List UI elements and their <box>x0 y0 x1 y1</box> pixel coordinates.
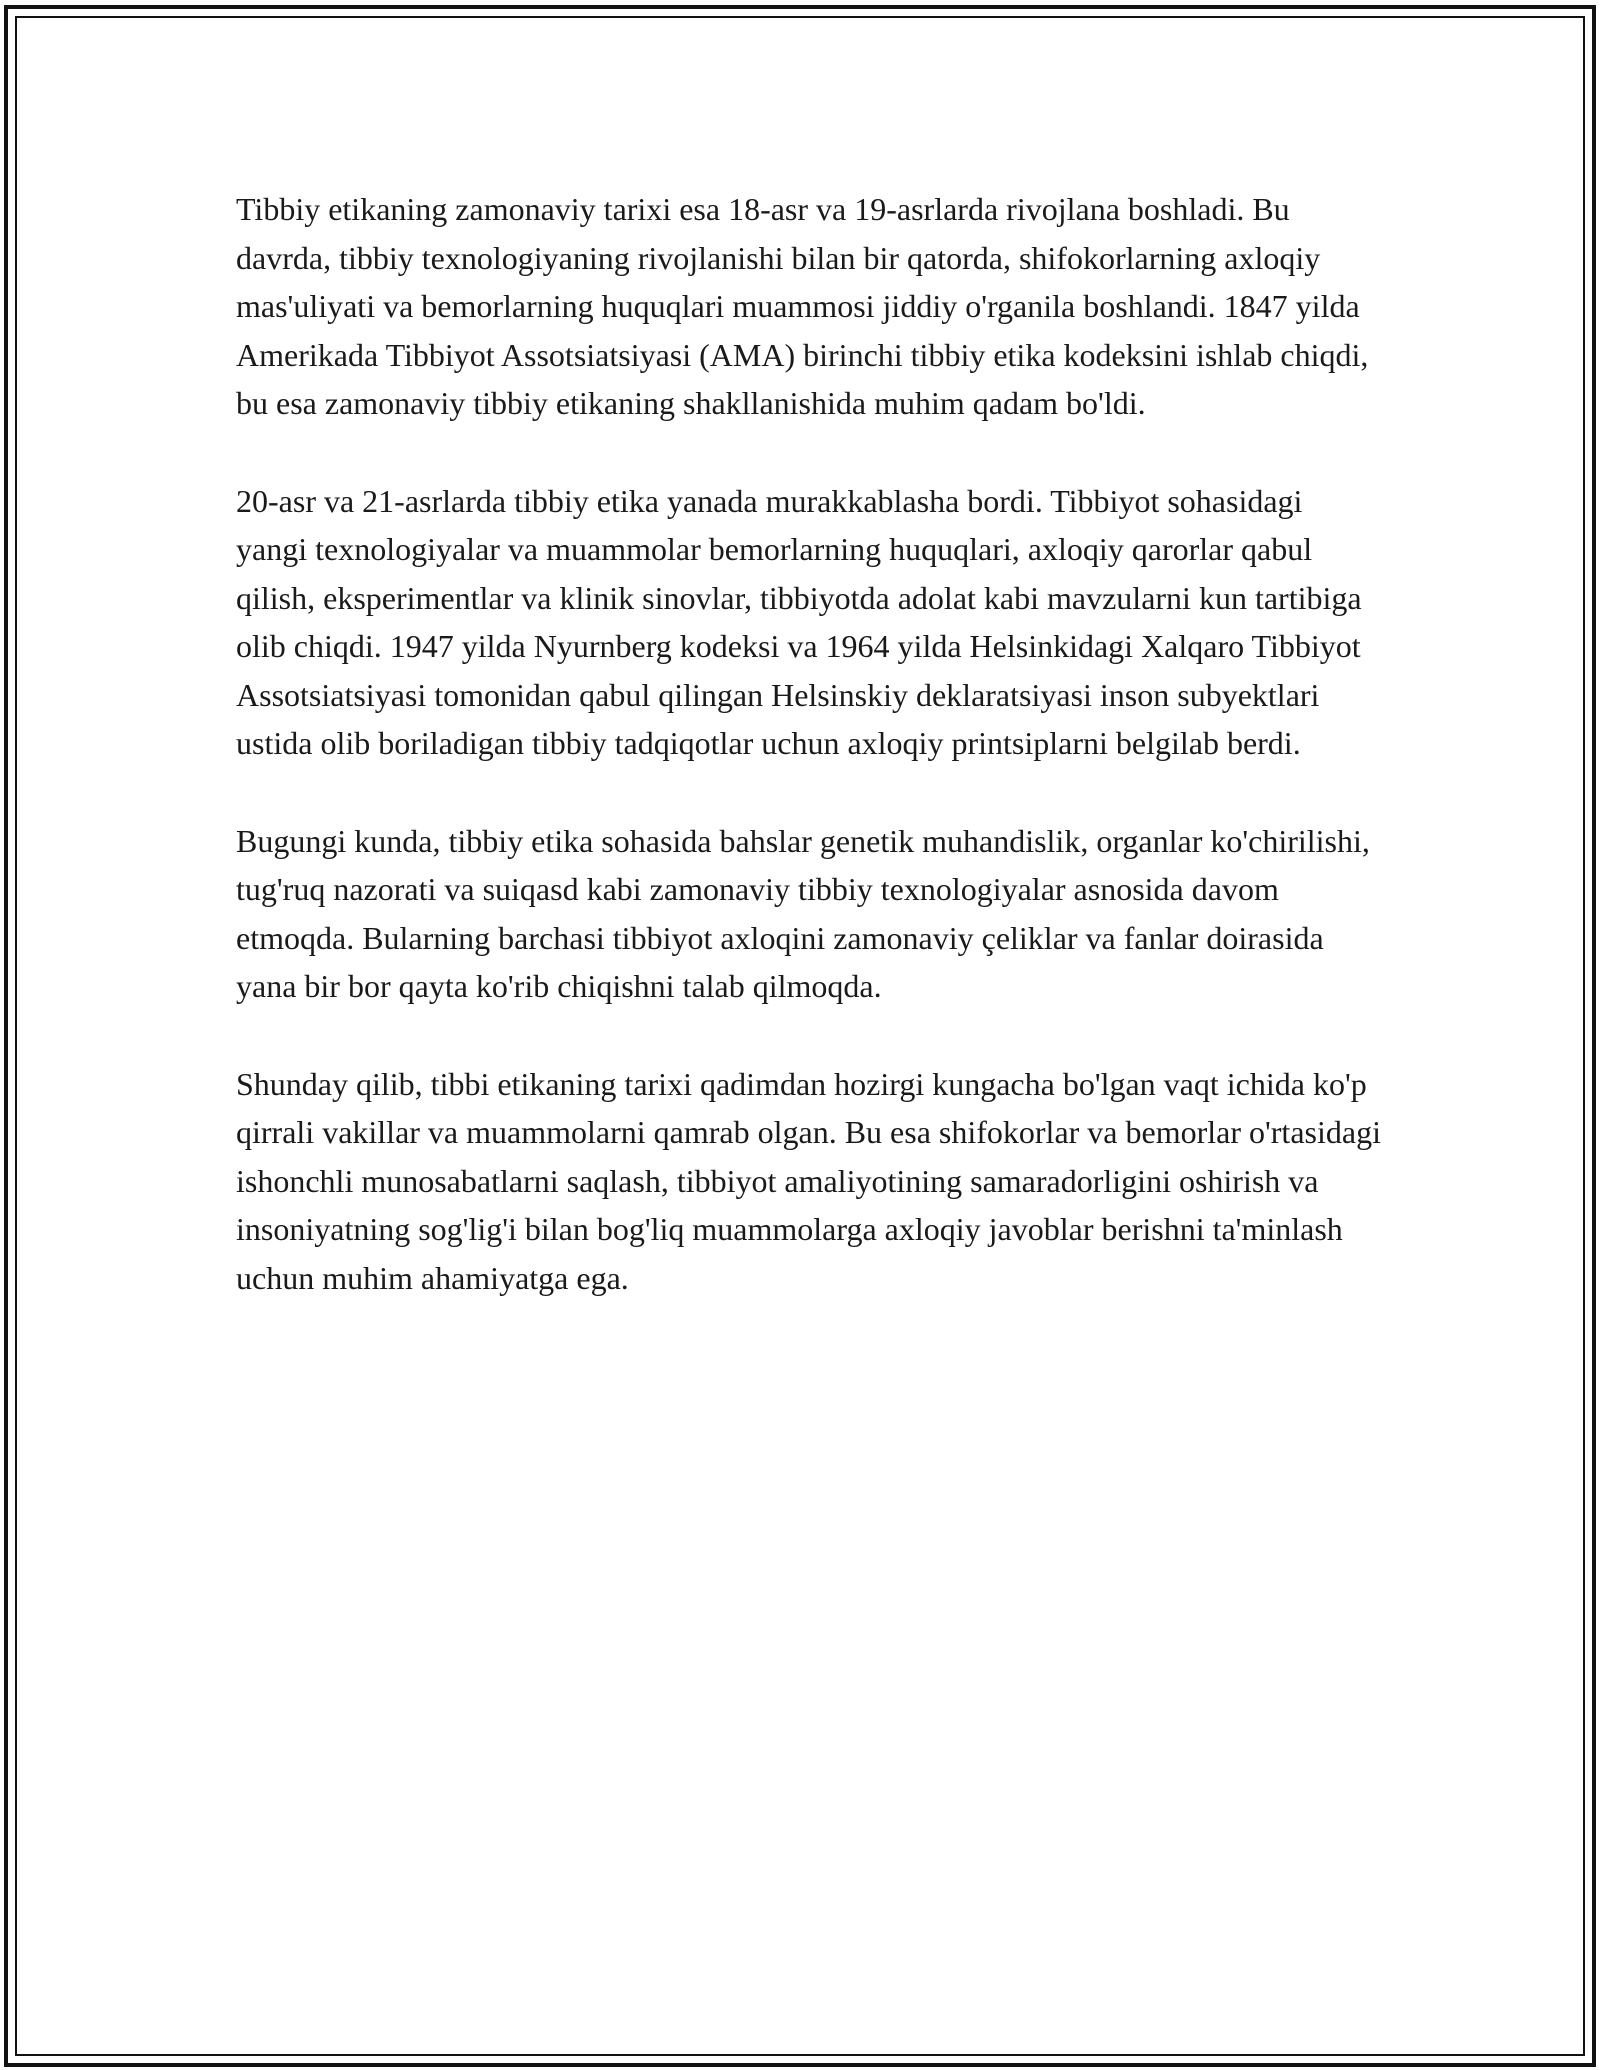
paragraph-2: 20-asr va 21-asrlarda tibbiy etika yanada murakkablasha bordi. Tibbiyot sohasidagi yangi texnologiyalar va muammolar bemorlarning huquqlari, axloqiy qarorlar qabul qilish, eksperimentlar va klinik sinovlar, tibbiyotda adolat kabi mavzularni kun tartibiga olib chiqdi. 1947 yilda Nyurnberg kodeksi va 1964 yilda Helsinkidagi Xalqaro Tibbiyot Assotsiatsiyasi tomonidan qabul qilingan Helsinskiy deklaratsiyasi inson subyektlari ustida olib boriladigan tibbiy tadqiqotlar uchun axloqiy printsiplarni belgilab berdi. <box>236 482 1362 761</box>
document-body <box>236 185 1381 1351</box>
paragraph-3: Bugungi kunda, tibbiy etika sohasida bahslar genetik muhandislik, organlar ko'chirilishi, tug'ruq nazorati va suiqasd kabi zamonaviy tibbiy texnologiyalar asnosida davom etmoqda. Bularning barchasi tibbiyot axloqini zamonaviy çeliklar va fanlar doirasida yana bir bor qayta ko'rib chiqishni talab qilmoqda. <box>236 822 1370 1004</box>
paragraph-4: Shunday qilib, tibbi etikaning tarixi qadimdan hozirgi kungacha bo'lgan vaqt ichida ko'p qirrali vakillar va muammolarni qamrab olgan. Bu esa shifokorlar va bemorlar o'rtasidagi ishonchli munosabatlarni saqlash, tibbiyot amaliyotining samaradorligini oshirish va insoniyatning sog'lig'i bilan bog'liq muammolarga axloqiy javoblar berishni ta'minlash uchun muhim ahamiyatga ega. <box>236 1065 1381 1296</box>
paragraph-1: Tibbiy etikaning zamonaviy tarixi esa 18-asr va 19-asrlarda rivojlana boshladi. Bu davrda, tibbiy texnologiyaning rivojlanishi bilan bir qatorda, shifokorlarning axloqiy mas'uliyati va bemorlarning huquqlari muammosi jiddiy o'rganila boshlandi. 1847 yilda Amerikada Tibbiyot Assotsiatsiyasi (AMA) birinchi tibbiy etika kodeksini ishlab chiqdi, bu esa zamonaviy tibbiy etikaning shakllanishida muhim qadam bo'ldi. <box>236 191 1369 421</box>
